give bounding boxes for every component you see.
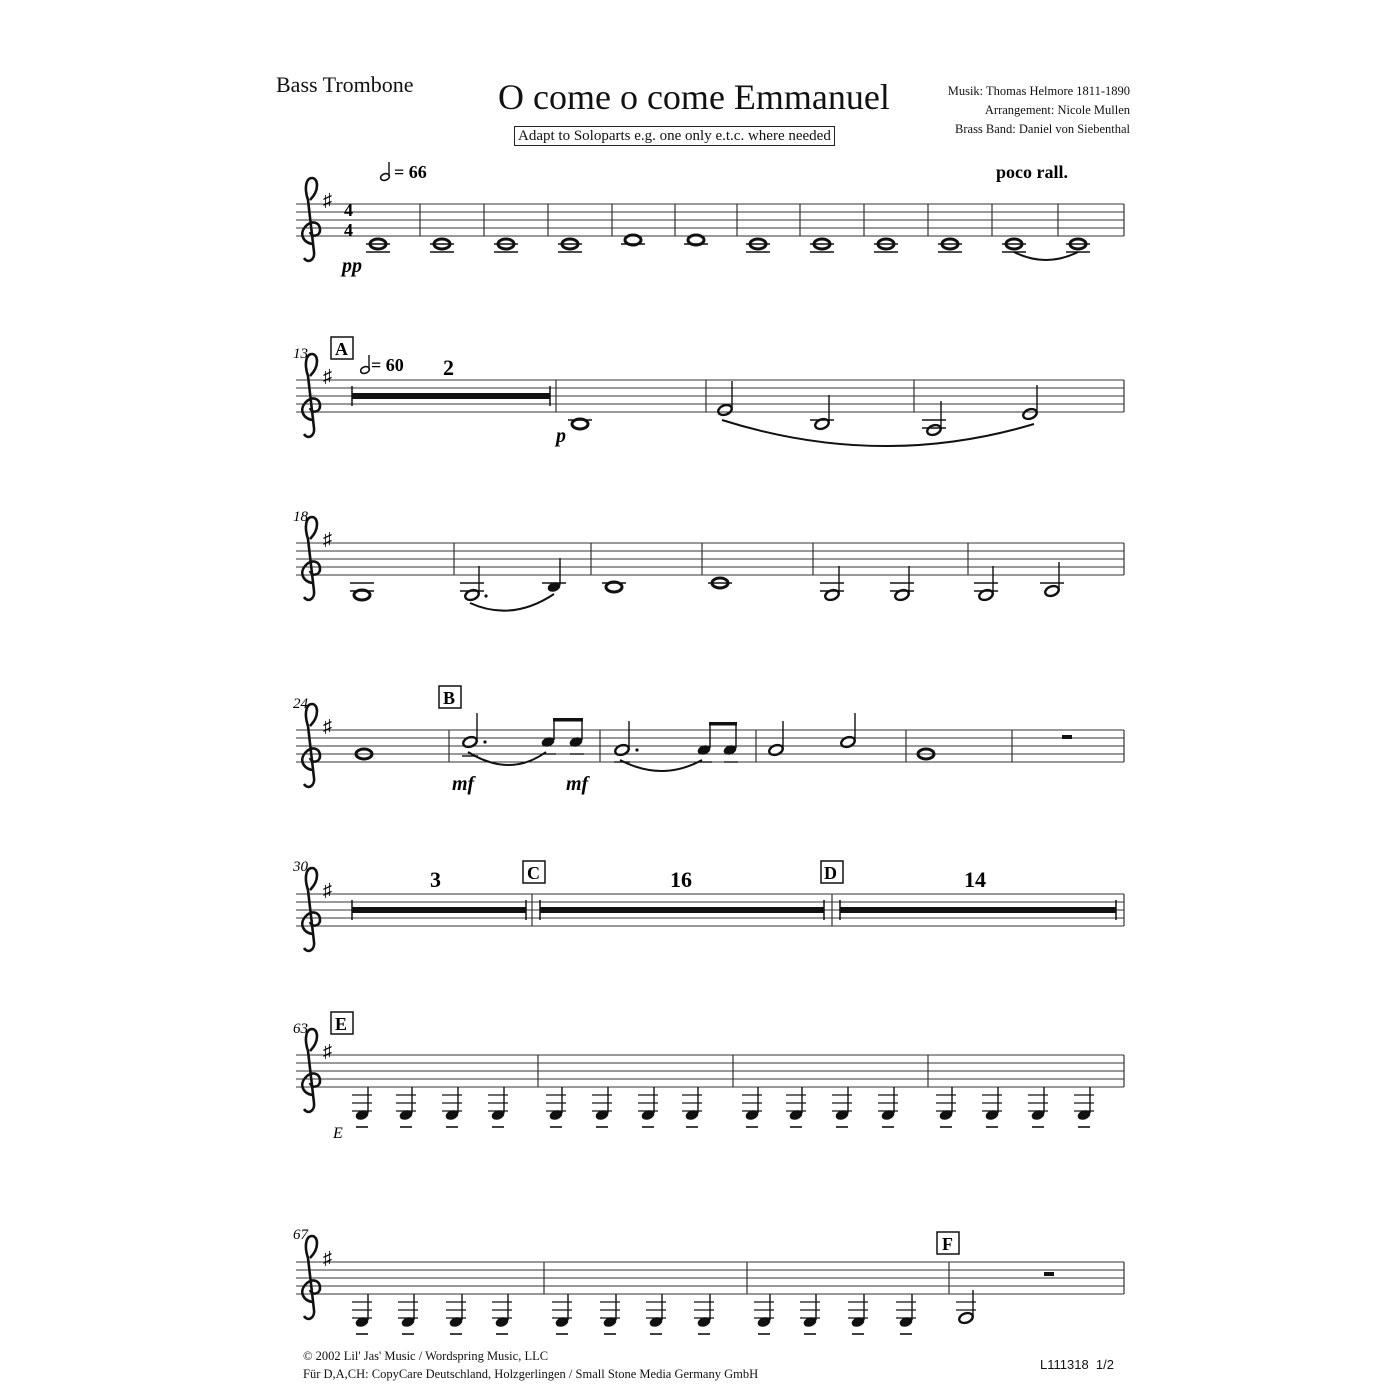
- time-signature-top: 4: [344, 200, 353, 220]
- performance-note: Adapt to Soloparts e.g. one only e.t.c. where needed: [514, 126, 835, 146]
- copyright-line-2: Für D,A,CH: CopyCare Deutschland, Holzgerlingen / Small Stone Media Germany GmbH: [303, 1367, 759, 1381]
- measure-number: 18: [293, 509, 308, 525]
- instrument-name: Bass Trombone: [276, 72, 414, 97]
- svg-text:♯: ♯: [323, 1248, 332, 1268]
- svg-text:E: E: [335, 1014, 348, 1034]
- dynamic-p: p: [556, 425, 566, 447]
- arranger-credit: Arrangement: Nicole Mullen: [984, 103, 1130, 117]
- svg-text:3: 3: [430, 867, 441, 892]
- staff-system-7: [293, 1227, 1124, 1334]
- half-notes: [717, 381, 1038, 437]
- tie: [470, 594, 554, 611]
- svg-text:♯: ♯: [323, 529, 332, 549]
- quarter-notes-system-6: [352, 1087, 1094, 1127]
- dynamic-mf: mf: [452, 773, 475, 795]
- tie: [1014, 252, 1078, 260]
- page-number: 1/2: [1095, 1357, 1114, 1372]
- staff-system-1: [296, 162, 1124, 277]
- slur: [722, 420, 1034, 446]
- half-rest: [1044, 1272, 1054, 1276]
- svg-text:D: D: [824, 863, 837, 883]
- key-signature-sharp: ♯: [323, 190, 332, 210]
- svg-text:= 60: = 60: [371, 355, 404, 375]
- brass-band-credit: Brass Band: Daniel von Siebenthal: [955, 122, 1130, 136]
- staff-system-3: [293, 509, 1124, 611]
- copyright-line-1: © 2002 Lil' Jas' Music / Wordspring Music, LLC: [303, 1349, 549, 1363]
- svg-text:♯: ♯: [323, 716, 332, 736]
- rehearsal-mark-c: [523, 861, 545, 883]
- chord-symbol: E: [333, 1125, 343, 1142]
- svg-text:B: B: [443, 688, 456, 708]
- measure-number: 24: [293, 696, 308, 712]
- poco-rall-marking: poco rall.: [996, 162, 1068, 182]
- rehearsal-mark-e: [331, 1012, 353, 1034]
- svg-text:F: F: [942, 1234, 953, 1254]
- composer-credit: Musik: Thomas Helmore 1811-1890: [947, 84, 1130, 98]
- catalog-and-page: [1040, 1357, 1114, 1372]
- measure-number: 30: [293, 859, 308, 875]
- whole-notes-system-1: [366, 235, 1090, 252]
- tempo-mark-2: [360, 355, 404, 375]
- svg-text:A: A: [335, 339, 348, 359]
- time-signature-bottom: 4: [344, 220, 353, 240]
- rehearsal-mark-d: [821, 861, 843, 883]
- rehearsal-mark-b: [439, 686, 461, 708]
- staff-system-5: [292, 859, 1124, 951]
- rehearsal-mark-a: [331, 337, 353, 359]
- half-rest: [1062, 735, 1072, 739]
- svg-text:2: 2: [443, 355, 454, 380]
- catalog-number: L111318: [1040, 1357, 1089, 1372]
- piece-title: O come o come Emmanuel: [498, 77, 890, 117]
- dynamic-pp: pp: [342, 255, 362, 277]
- svg-text:C: C: [527, 863, 540, 883]
- measure-number: 13: [293, 346, 308, 362]
- svg-text:16: 16: [670, 867, 692, 892]
- staff-system-2: [293, 337, 1124, 447]
- treble-clef: [302, 178, 320, 261]
- svg-text:14: 14: [964, 867, 986, 892]
- svg-text:♯: ♯: [323, 1041, 332, 1061]
- svg-text:♯: ♯: [323, 366, 332, 386]
- dynamic-mf: mf: [566, 773, 589, 795]
- staff-system-6: [293, 1012, 1124, 1142]
- measure-number: 63: [293, 1021, 308, 1037]
- svg-text:= 66: = 66: [394, 162, 427, 182]
- measure-number: 67: [293, 1227, 308, 1243]
- notes-system-3: [350, 558, 1064, 602]
- staff-system-4: [293, 686, 1124, 795]
- rehearsal-mark-f: [937, 1232, 959, 1254]
- svg-text:♯: ♯: [323, 880, 332, 900]
- tempo-mark-1: [380, 162, 427, 182]
